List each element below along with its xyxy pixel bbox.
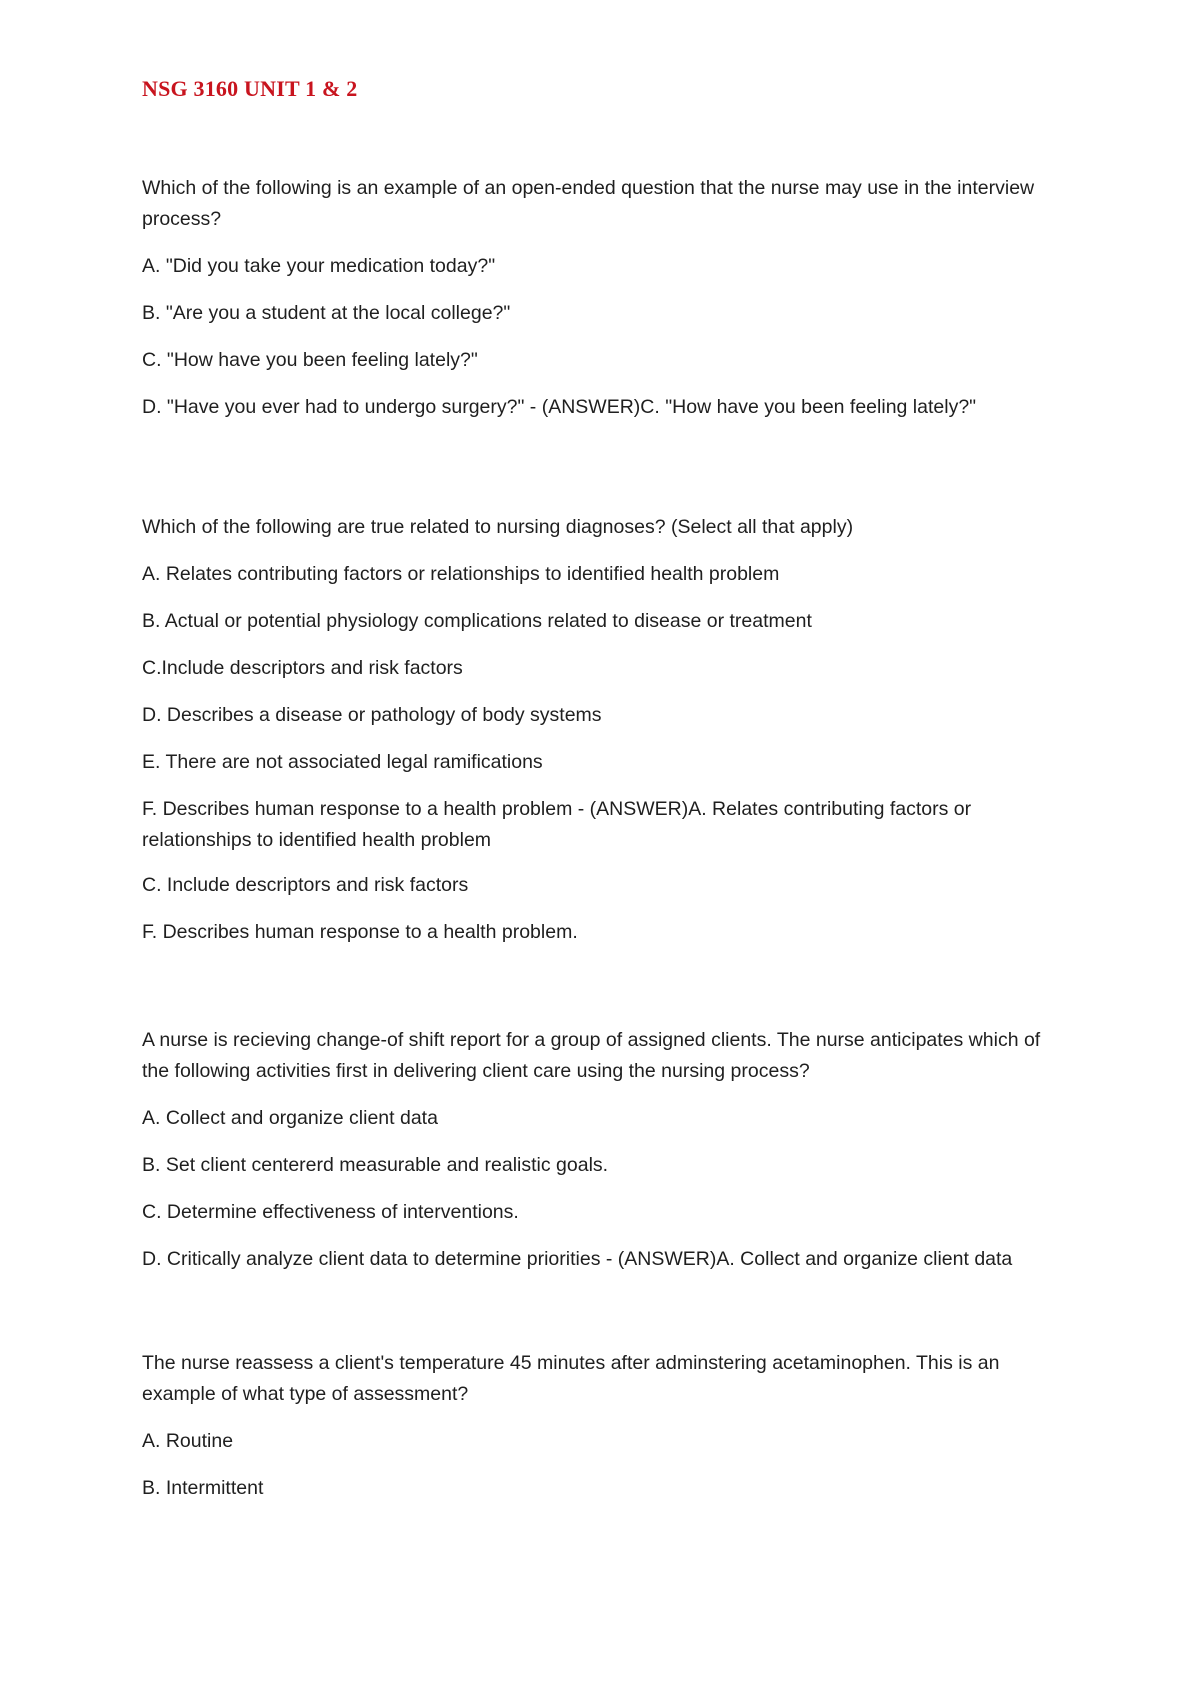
answer-option: B. Actual or potential physiology complications related to disease or treatment [142, 610, 812, 632]
answer-option: B. "Are you a student at the local college?" [142, 302, 511, 324]
answer-option: A. Collect and organize client data [142, 1107, 438, 1129]
question-text: The nurse reassess a client's temperature 45 minutes after adminstering acetaminophen. This is an example of what type of assessment? [142, 1352, 1000, 1405]
answer-option: A. Routine [142, 1430, 234, 1452]
question-block-2 [142, 512, 1072, 964]
question-block-3 [142, 1025, 1072, 1291]
answer-option-with-answer: D. Critically analyze client data to determine priorities - (ANSWER)A. Collect and organize client data [142, 1248, 1013, 1270]
answer-option: A. "Did you take your medication today?" [142, 255, 496, 277]
answer-option-with-answer: F. Describes human response to a health problem - (ANSWER)A. Relates contributing factors or relationships to identified health problem [142, 798, 972, 851]
answer-option: C. "How have you been feeling lately?" [142, 349, 478, 371]
question-text: Which of the following are true related to nursing diagnoses? (Select all that apply) [142, 516, 854, 538]
answer-option: C.Include descriptors and risk factors [142, 657, 463, 679]
answer-option: E. There are not associated legal ramifications [142, 751, 543, 773]
question-text: Which of the following is an example of an open-ended question that the nurse may use in the interview process? [142, 177, 1035, 230]
answer-option: C. Determine effectiveness of interventions. [142, 1201, 519, 1223]
question-block-1 [142, 173, 1072, 439]
answer-option: D. Describes a disease or pathology of body systems [142, 704, 602, 726]
answer-option: B. Set client centererd measurable and realistic goals. [142, 1154, 609, 1176]
answer-option-with-answer: D. "Have you ever had to undergo surgery?" - (ANSWER)C. "How have you been feeling lately?" [142, 396, 977, 418]
question-block-4 [142, 1348, 1072, 1520]
answer-option: A. Relates contributing factors or relationships to identified health problem [142, 563, 780, 585]
answer-continuation: C. Include descriptors and risk factors [142, 874, 469, 896]
answer-option: B. Intermittent [142, 1477, 264, 1499]
document-title: NSG 3160 UNIT 1 & 2 [142, 76, 358, 101]
question-text: A nurse is recieving change-of shift report for a group of assigned clients. The nurse anticipates which of the following activities first in delivering client care using the nursing process? [142, 1029, 1041, 1082]
answer-continuation: F. Describes human response to a health problem. [142, 921, 578, 943]
